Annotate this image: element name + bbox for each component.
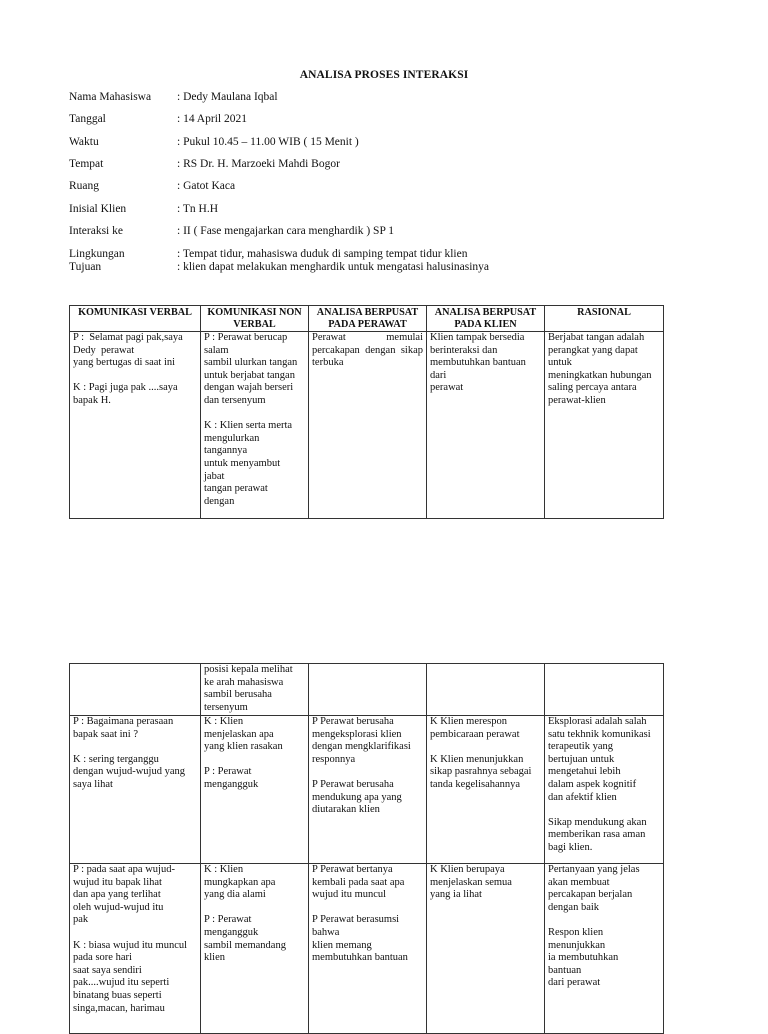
table-header-row (70, 306, 664, 332)
info-label: Tanggal (69, 113, 106, 125)
cell-analisa-klien: K Klien berupaya menjelaskan semua yang ia lihat (427, 864, 545, 1034)
cell-non-verbal: posisi kepala melihat ke arah mahasiswa sambil berusaha tersenyum (201, 664, 309, 716)
table-row (70, 716, 664, 864)
cell-analisa-perawat: Perawat memulai percakapan dengan sikap terbuka (309, 332, 427, 519)
info-label: Interaksi ke (69, 225, 123, 237)
info-label: Tujuan (69, 261, 102, 273)
cell-analisa-perawat: P Perawat bertanya kembali pada saat apa wujud itu muncul P Perawat berasumsi bahwa klien memang membutuhkan bantuan (309, 864, 427, 1034)
info-value: : klien dapat melakukan menghardik untuk mengatasi halusinasinya (177, 261, 490, 273)
cell-analisa-perawat (309, 664, 427, 716)
info-value: : RS Dr. H. Marzoeki Mahdi Bogor (177, 158, 340, 170)
cell-rasional: Eksplorasi adalah salah satu tekhnik komunikasi terapeutik yang bertujuan untuk mengetahui lebih dalam aspek kognitif dan afektif klien Sikap mendukung akan memberikan rasa aman bagi klien. (545, 716, 664, 864)
cell-rasional: Berjabat tangan adalah perangkat yang dapat untuk meningkatkan hubungan saling percaya antara perawat-klien (545, 332, 664, 519)
cell-non-verbal: K : Klien menjelaskan apa yang klien rasakan P : Perawat mengangguk (201, 716, 309, 864)
header-rasional: RASIONAL (545, 306, 664, 332)
table-row (70, 664, 664, 716)
cell-non-verbal: K : Klien mungkapkan apa yang dia alami P : Perawat mengangguk sambil memandang klien (201, 864, 309, 1034)
info-value: : Tn H.H (177, 203, 218, 215)
info-value: : Tempat tidur, mahasiswa duduk di samping tempat tidur klien (177, 248, 468, 260)
info-value: : Gatot Kaca (177, 180, 236, 192)
header-analisa-klien: ANALISA BERPUSAT PADA KLIEN (427, 306, 545, 332)
cell-rasional: Pertanyaan yang jelas akan membuat percakapan berjalan dengan baik Respon klien menunjukkan ia membutuhkan bantuan dari perawat (545, 864, 664, 1034)
cell-analisa-klien: Klien tampak bersedia berinteraksi dan membutuhkan bantuan dari perawat (427, 332, 545, 519)
info-label: Waktu (69, 136, 99, 148)
cell-verbal (70, 664, 201, 716)
cell-analisa-klien (427, 664, 545, 716)
header-analisa-perawat: ANALISA BERPUSAT PADA PERAWAT (309, 306, 427, 332)
info-label: Lingkungan (69, 248, 125, 260)
cell-verbal: P : Selamat pagi pak,saya Dedy perawat yang bertugas di saat ini K : Pagi juga pak ....saya bapak H. (70, 332, 201, 519)
info-value: : 14 April 2021 (177, 113, 247, 125)
info-label: Nama Mahasiswa (69, 91, 152, 103)
document-title: ANALISA PROSES INTERAKSI (299, 69, 469, 81)
cell-analisa-klien: K Klien merespon pembicaraan perawat K Klien menunjukkan sikap pasrahnya sebagai tanda kegelisahannya (427, 716, 545, 864)
interaction-table-page-1 (69, 305, 664, 519)
info-value: : II ( Fase mengajarkan cara menghardik ) SP 1 (177, 225, 395, 237)
info-label: Tempat (69, 158, 104, 170)
cell-analisa-perawat: P Perawat berusaha mengeksplorasi klien dengan mengklarifikasi responnya P Perawat berusaha mendukung apa yang diutarakan klien (309, 716, 427, 864)
info-value: : Dedy Maulana Iqbal (177, 91, 278, 103)
cell-verbal: P : Bagaimana perasaan bapak saat ini ? K : sering terganggu dengan wujud-wujud yang saya lihat (70, 716, 201, 864)
cell-non-verbal: P : Perawat berucap salam sambil ulurkan tangan untuk berjabat tangan dengan wajah berseri dan tersenyum K : Klien serta merta mengulurkan tangannya untuk menyambut jabat tangan perawat dengan (201, 332, 309, 519)
header-komunikasi-non-verbal: KOMUNIKASI NON VERBAL (201, 306, 309, 332)
info-value: : Pukul 10.45 – 11.00 WIB ( 15 Menit ) (177, 136, 359, 148)
header-komunikasi-verbal: KOMUNIKASI VERBAL (70, 306, 201, 332)
cell-rasional (545, 664, 664, 716)
table-row (70, 864, 664, 1034)
info-label: Inisial Klien (69, 203, 127, 215)
table-row (70, 332, 664, 519)
cell-verbal: P : pada saat apa wujud- wujud itu bapak lihat dan apa yang terlihat oleh wujud-wujud itu pak K : biasa wujud itu muncul pada sore hari saat saya sendiri pak....wujud itu seperti binatang buas seperti singa,macan, harimau (70, 864, 201, 1034)
interaction-table-page-2 (69, 663, 664, 1034)
info-label: Ruang (69, 180, 100, 192)
